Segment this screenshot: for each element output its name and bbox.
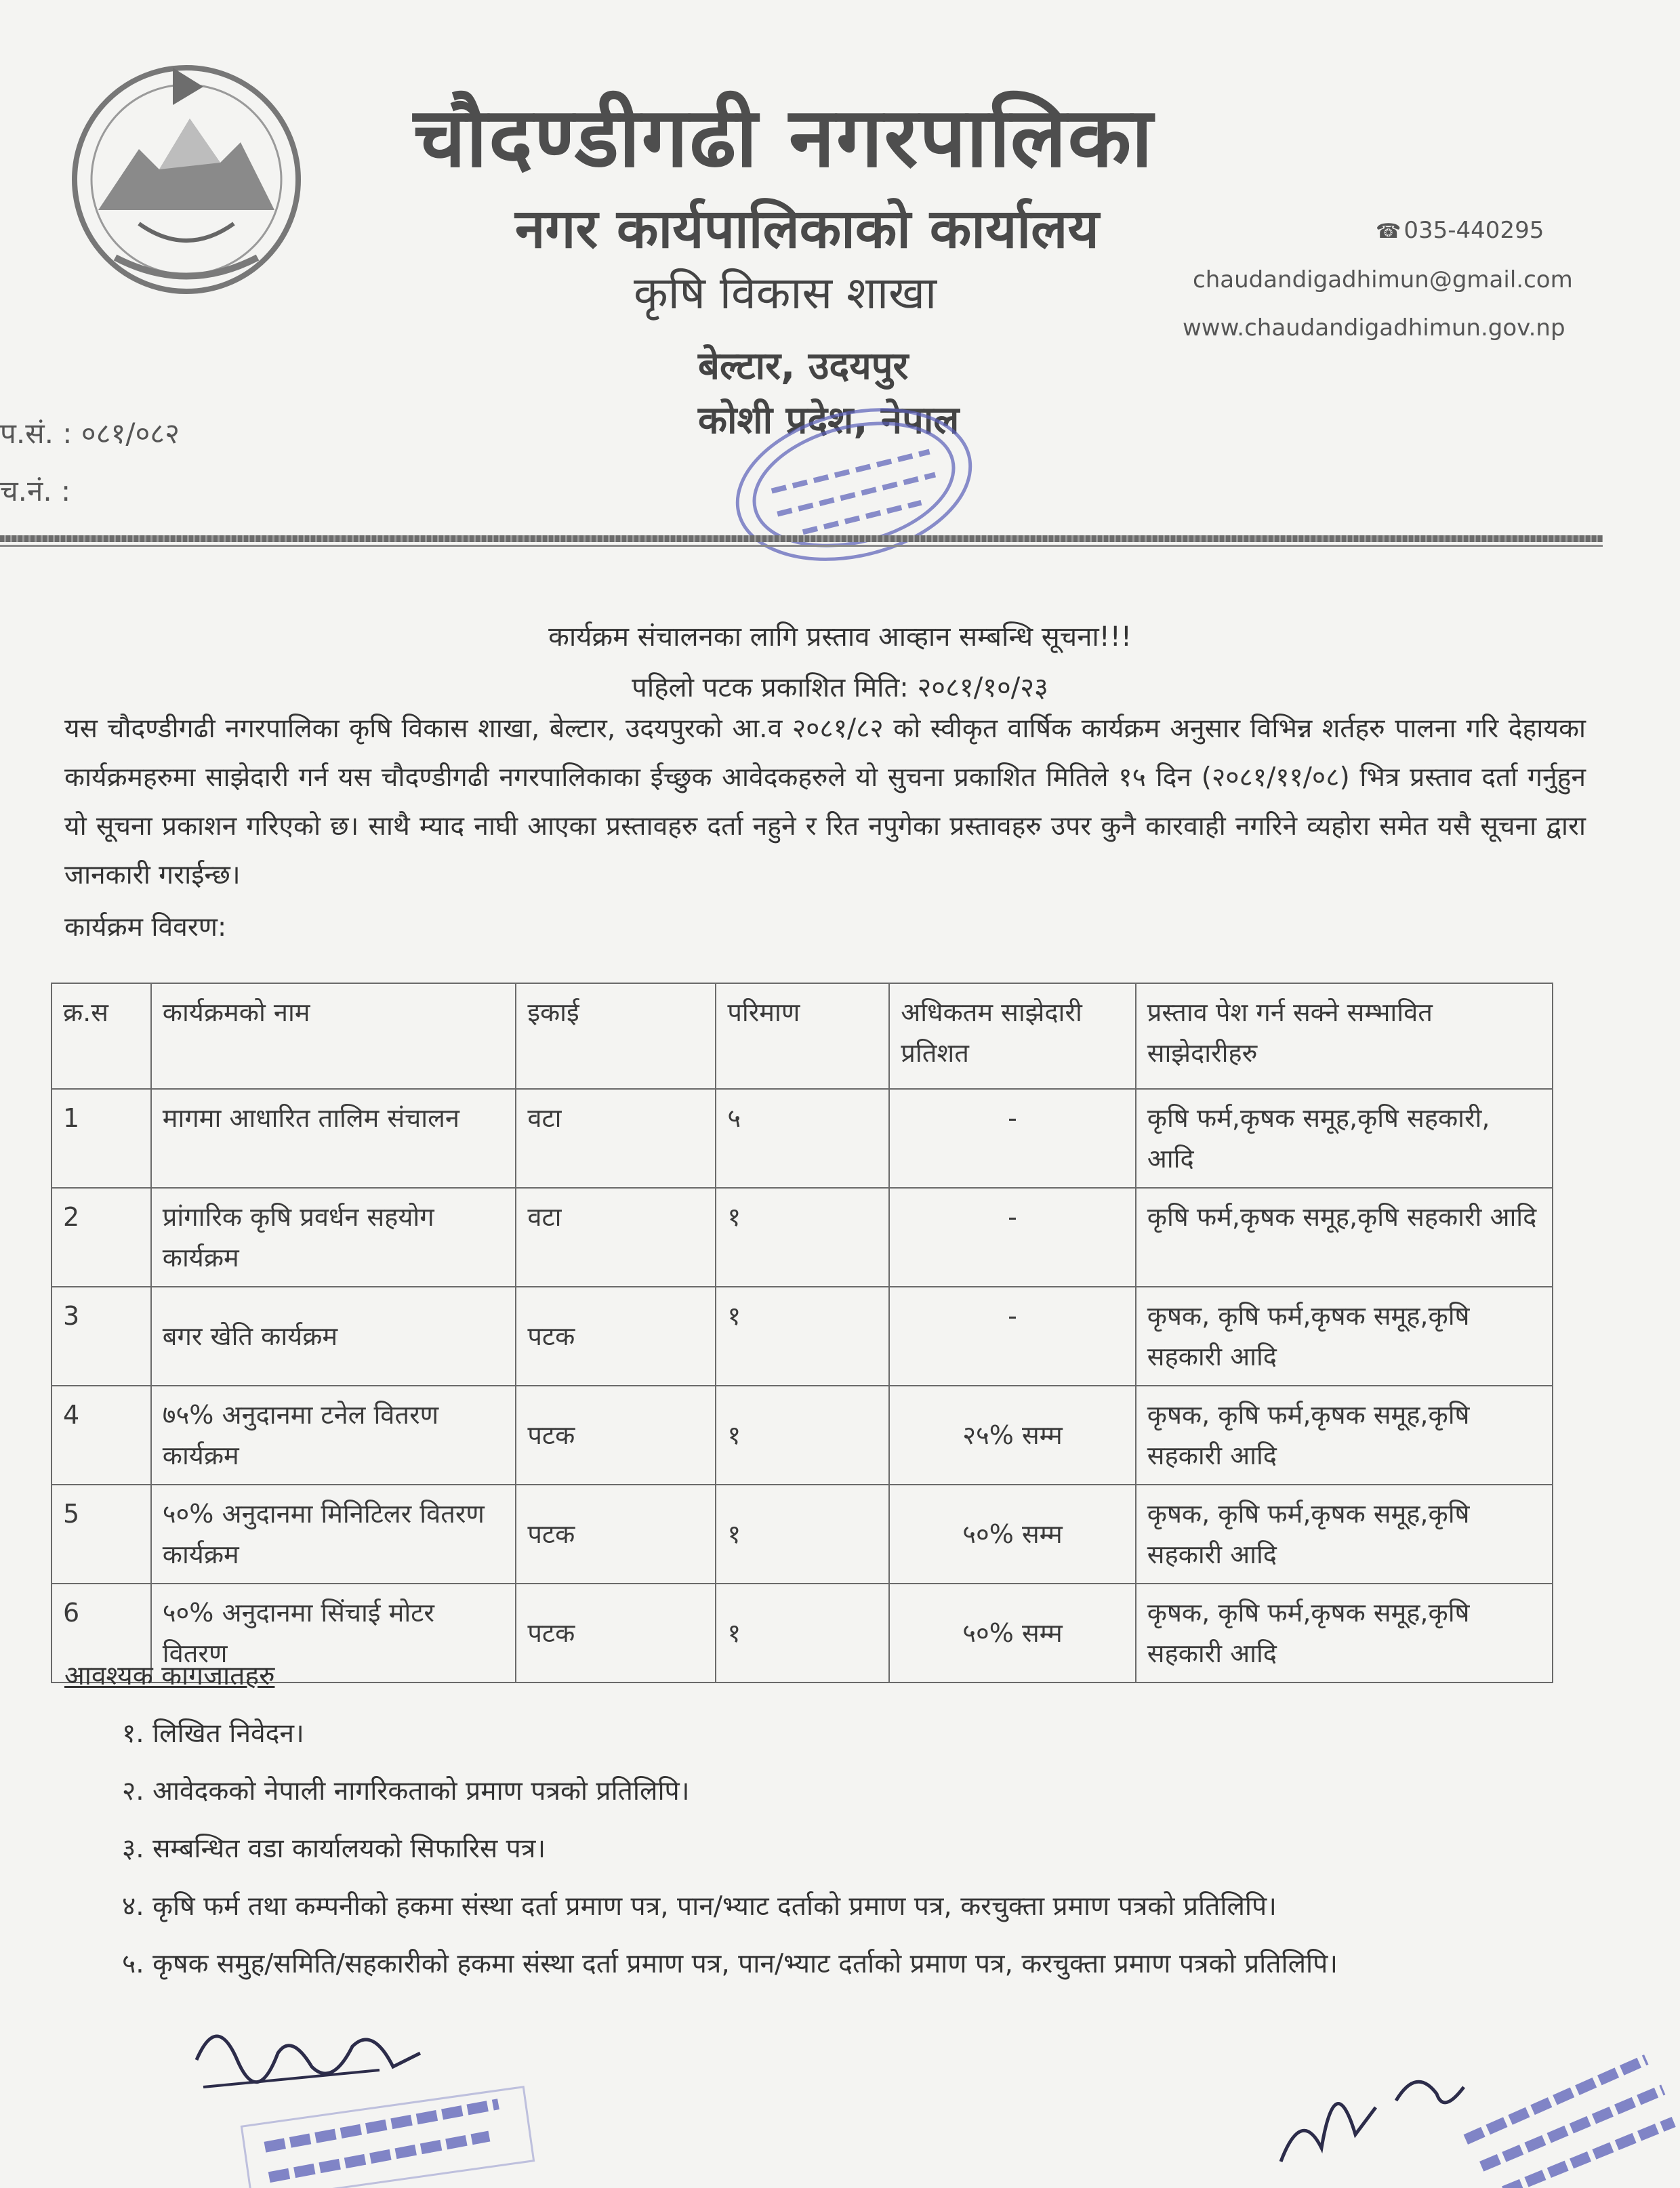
list-item: ३. सम्बन्धित वडा कार्यालयको सिफारिस पत्र। bbox=[122, 1834, 546, 1864]
table-row bbox=[52, 1089, 1553, 1188]
cell-partners: कृषक, कृषि फर्म,कृषक समूह,कृषि सहकारी आदि bbox=[1136, 1287, 1553, 1386]
cell-quantity: १ bbox=[716, 1188, 889, 1287]
office-name: चौदण्डीगढी नगरपालिका bbox=[413, 89, 1154, 186]
table-row bbox=[52, 1584, 1553, 1683]
header-divider-thin bbox=[0, 545, 1603, 547]
office-address-line2: कोशी प्रदेश, नेपाल bbox=[698, 398, 960, 442]
reference-patra-number: प.सं. : ०८१/०८२ bbox=[0, 417, 180, 450]
documents-heading: आवश्यक कागजातहरु bbox=[64, 1661, 275, 1691]
cell-unit: पटक bbox=[516, 1584, 716, 1683]
list-item: २. आवेदकको नेपाली नागरिकताको प्रमाण पत्रको प्रतिलिपि। bbox=[122, 1776, 690, 1807]
contact-phone bbox=[1376, 217, 1544, 244]
cell-partners: कृषक, कृषि फर्म,कृषक समूह,कृषि सहकारी आदि bbox=[1136, 1584, 1553, 1683]
cell-quantity: १ bbox=[716, 1386, 889, 1485]
cell-sn: 4 bbox=[52, 1386, 151, 1485]
signature-right-with-stamp bbox=[1240, 2026, 1680, 2188]
cell-program-name: ५०% अनुदानमा सिंचाई मोटर वितरण bbox=[151, 1584, 516, 1683]
cell-max-share: - bbox=[889, 1188, 1136, 1287]
header-program-name: कार्यक्रमको नाम bbox=[151, 983, 516, 1089]
notice-published-date: पहिलो पटक प्रकाशित मिति: २०८१/१०/२३ bbox=[632, 672, 1048, 703]
header-divider bbox=[0, 535, 1603, 542]
header-unit: इकाई bbox=[516, 983, 716, 1089]
cell-unit: वटा bbox=[516, 1089, 716, 1188]
phone-number: 035-440295 bbox=[1404, 217, 1544, 244]
cell-program-name: ७५% अनुदानमा टनेल वितरण कार्यक्रम bbox=[151, 1386, 516, 1485]
cell-sn: 1 bbox=[52, 1089, 151, 1188]
table-row bbox=[52, 1485, 1553, 1584]
cell-program-name: प्रांगारिक कृषि प्रवर्धन सहयोग कार्यक्रम bbox=[151, 1188, 516, 1287]
table-row bbox=[52, 1188, 1553, 1287]
reference-chalani-number: च.नं. : bbox=[0, 474, 71, 508]
signature-left-with-stamp bbox=[176, 2006, 583, 2188]
cell-quantity: १ bbox=[716, 1584, 889, 1683]
contact-website: www.chaudandigadhimun.gov.np bbox=[1183, 314, 1565, 342]
contact-email: chaudandigadhimun@gmail.com bbox=[1193, 266, 1573, 293]
cell-sn: 3 bbox=[52, 1287, 151, 1386]
cell-max-share: - bbox=[889, 1287, 1136, 1386]
cell-unit: वटा bbox=[516, 1188, 716, 1287]
table-row bbox=[52, 1386, 1553, 1485]
header-potential-partners: प्रस्ताव पेश गर्न सक्ने सम्भावित साझेदारीहरु bbox=[1136, 983, 1553, 1089]
cell-sn: 5 bbox=[52, 1485, 151, 1584]
table-row bbox=[52, 1287, 1553, 1386]
cell-program-name: ५०% अनुदानमा मिनिटिलर वितरण कार्यक्रम bbox=[151, 1485, 516, 1584]
cell-partners: कृषक, कृषि फर्म,कृषक समूह,कृषि सहकारी आदि bbox=[1136, 1386, 1553, 1485]
table-header-row bbox=[52, 983, 1553, 1089]
header-sn: क्र.स bbox=[52, 983, 151, 1089]
notice-body: यस चौदण्डीगढी नगरपालिका कृषि विकास शाखा, बेल्टार, उदयपुरको आ.व २०८१/८२ को स्वीकृत वार्षिक कार्यक्रम अनुसार विभिन्न शर्तहरु पालना गरि देहायका कार्यक्रमहरुमा साझेदारी गर्न यस चौदण्डीगढी नगरपालिकाका ईच्छुक आवेदकहरुले यो सुचना प्रकाशित मितिले १५ दिन (२०८१/११/०८) भित्र प्रस्ताव दर्ता गर्नुहुन यो सूचना प्रकाशन गरिएको छ। साथै म्याद नाघी आएका प्रस्तावहरु दर्ता नहुने र रित नपुगेका प्रस्तावहरु उपर कुनै कारवाही नगरिने व्यहोरा समेत यसै सूचना द्वारा जानकारी गराईन्छ। bbox=[64, 714, 1586, 890]
cell-partners: कृषि फर्म,कृषक समूह,कृषि सहकारी, आदि bbox=[1136, 1089, 1553, 1188]
list-item: ५. कृषक समुह/समिति/सहकारीको हकमा संस्था दर्ता प्रमाण पत्र, पान/भ्याट दर्ताको प्रमाण पत्र, करचुक्ता प्रमाण पत्रको प्रतिलिपि। bbox=[122, 1949, 1338, 1979]
nepal-government-emblem-icon bbox=[58, 54, 315, 298]
cell-quantity: १ bbox=[716, 1485, 889, 1584]
header-quantity: परिमाण bbox=[716, 983, 889, 1089]
cell-quantity: १ bbox=[716, 1287, 889, 1386]
program-table bbox=[51, 983, 1553, 1683]
cell-unit: पटक bbox=[516, 1386, 716, 1485]
list-item: ४. कृषि फर्म तथा कम्पनीको हकमा संस्था दर्ता प्रमाण पत्र, पान/भ्याट दर्ताको प्रमाण पत्र, करचुक्ता प्रमाण पत्रको प्रतिलिपि। bbox=[122, 1891, 1277, 1922]
office-branch: कृषि विकास शाखा bbox=[634, 267, 937, 319]
cell-max-share: २५% सम्म bbox=[889, 1386, 1136, 1485]
program-heading: कार्यक्रम विवरण: bbox=[64, 912, 227, 943]
cell-max-share: ५०% सम्म bbox=[889, 1485, 1136, 1584]
cell-sn: 6 bbox=[52, 1584, 151, 1683]
header-max-share: अधिकतम साझेदारी प्रतिशत bbox=[889, 983, 1136, 1089]
cell-partners: कृषि फर्म,कृषक समूह,कृषि सहकारी आदि bbox=[1136, 1188, 1553, 1287]
cell-unit: पटक bbox=[516, 1287, 716, 1386]
cell-program-name: मागमा आधारित तालिम संचालन bbox=[151, 1089, 516, 1188]
office-subtitle: नगर कार्यपालिकाको कार्यालय bbox=[515, 197, 1099, 260]
cell-quantity: ५ bbox=[716, 1089, 889, 1188]
cell-max-share: - bbox=[889, 1089, 1136, 1188]
phone-icon: ☎ bbox=[1376, 220, 1401, 243]
cell-max-share: ५०% सम्म bbox=[889, 1584, 1136, 1683]
notice-title: कार्यक्रम संचालनका लागि प्रस्ताव आव्हान सम्बन्धि सूचना!!! bbox=[548, 621, 1132, 653]
cell-unit: पटक bbox=[516, 1485, 716, 1584]
office-address-line1: बेल्टार, उदयपुर bbox=[698, 344, 909, 388]
cell-sn: 2 bbox=[52, 1188, 151, 1287]
cell-program-name: बगर खेति कार्यक्रम bbox=[151, 1287, 516, 1386]
list-item: १. लिखित निवेदन। bbox=[122, 1718, 304, 1749]
cell-partners: कृषक, कृषि फर्म,कृषक समूह,कृषि सहकारी आदि bbox=[1136, 1485, 1553, 1584]
